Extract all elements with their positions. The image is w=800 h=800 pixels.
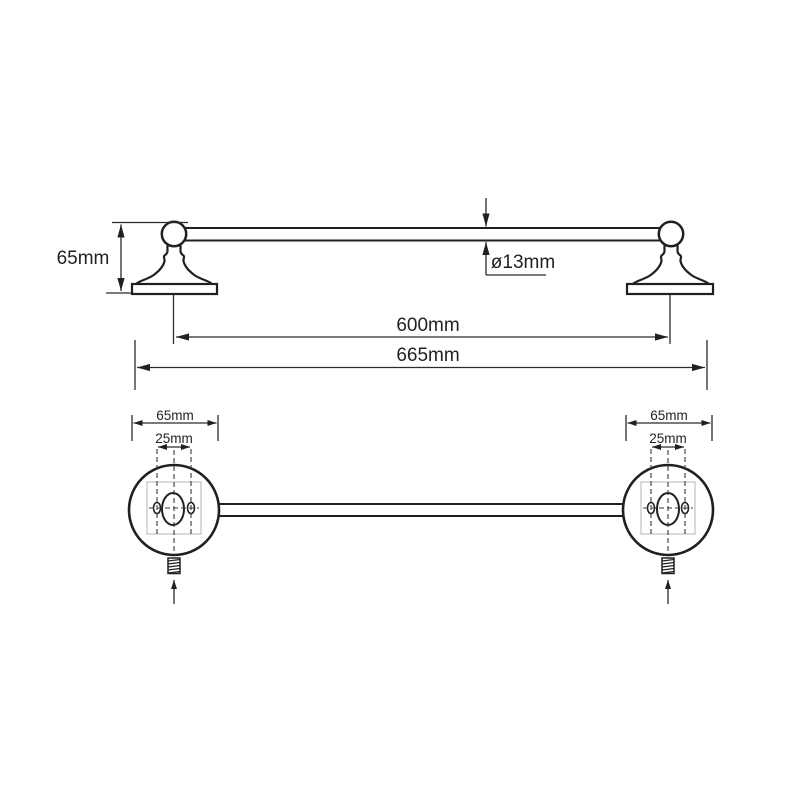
right-mount-ball-joint bbox=[659, 222, 683, 246]
left-dimension-hole-spacing bbox=[155, 431, 193, 447]
right-dimension-hole-spacing bbox=[649, 431, 687, 447]
dimension-bar-diameter bbox=[486, 198, 555, 275]
overall-length-label: 665mm bbox=[396, 345, 460, 366]
left-mount-bell bbox=[136, 246, 213, 285]
left-wall-mount-side bbox=[132, 222, 217, 294]
mount-height-label: 65mm bbox=[56, 248, 110, 269]
left-mount-base-plate bbox=[132, 284, 217, 294]
bar-diameter-label: ø13mm bbox=[490, 252, 556, 273]
right-mount-bell bbox=[633, 246, 710, 285]
towel-bar-plan bbox=[216, 504, 626, 516]
left-screw-thread-hatch bbox=[168, 560, 180, 574]
left-rosette-plan bbox=[129, 408, 219, 604]
plan-view bbox=[129, 408, 713, 604]
right-rosette-diameter-label: 65mm bbox=[650, 408, 688, 423]
dimension-hole-centres bbox=[174, 295, 671, 344]
right-mount-base-plate bbox=[627, 284, 713, 294]
right-wall-mount-side bbox=[627, 222, 713, 294]
right-rosette-plan bbox=[623, 408, 713, 604]
left-hole-spacing-label: 25mm bbox=[155, 431, 193, 446]
left-mounting-screw bbox=[168, 558, 180, 604]
right-hole-spacing-label: 25mm bbox=[649, 431, 687, 446]
side-elevation-view bbox=[57, 198, 713, 390]
hole-centres-label: 600mm bbox=[396, 315, 460, 336]
towel-bar-side bbox=[174, 228, 671, 241]
dimension-overall-length bbox=[135, 340, 707, 390]
left-mount-ball-joint bbox=[162, 222, 186, 246]
right-screw-thread-hatch bbox=[662, 560, 674, 574]
left-rosette-diameter-label: 65mm bbox=[156, 408, 194, 423]
right-mounting-screw bbox=[662, 558, 674, 604]
